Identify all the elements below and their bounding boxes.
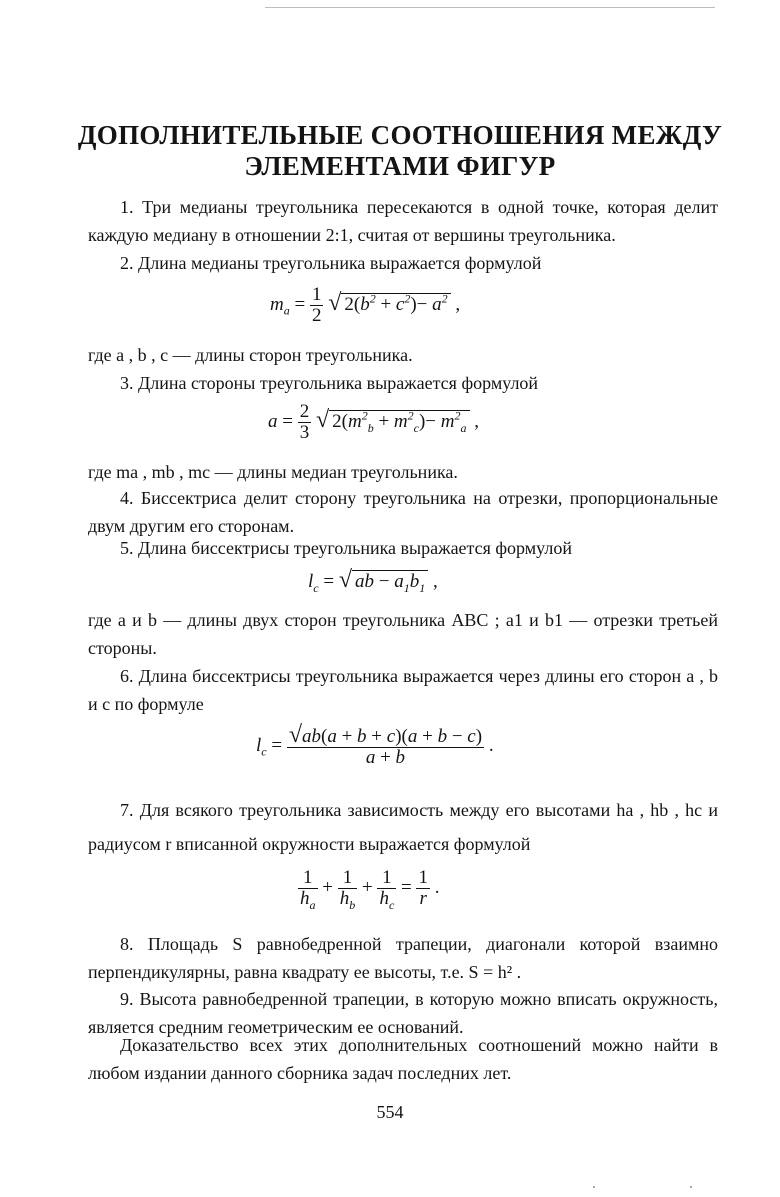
formula-median: $m_a$ = $\frac{1}{2}$ √ $2(b^2 + c^2)- a^2$ , [270, 284, 461, 326]
item-3-after [88, 458, 718, 486]
item-7-text: 7. Для всякого треугольника зависимость между его высотами ha , hb , hc и радиусом r вписанной окружности выражается формулой [88, 800, 718, 854]
item-1-text: 1. Три медианы треугольника пересекаются в одной точке, которая делит каждую медиану в отношении 2:1, считая от вершины треугольника. [88, 197, 718, 245]
formula-bisector-segments: $l_c$ = √ ab − $a_1b_1$ , [308, 567, 438, 595]
item-2 [88, 249, 718, 277]
item-9-text: 9. Высота равнобедренной трапеции, в которую можно вписать окружность, является средним геометрическим ее оснований. [88, 989, 718, 1037]
page-number: 554 [376, 1102, 404, 1122]
item-7 [88, 793, 718, 861]
item-3-after-text: где ma , mb , mc — длины медиан треугольника. [88, 462, 458, 482]
item-5-after-text: где a и b — длины двух сторон треугольника ABC ; a1 и b1 — отрезки третьей стороны. [88, 610, 718, 658]
item-3 [88, 369, 718, 397]
item-8 [88, 930, 718, 986]
item-2-after [88, 341, 718, 369]
item-5-after [88, 606, 718, 662]
formula-heights: $\frac{1}{h_a}$ + $\frac{1}{h_b}$ + $\frac{1}{h_c}$ = $\frac{1}{r}$ . [300, 867, 440, 912]
scan-speck [593, 1186, 595, 1188]
item-1 [88, 193, 718, 249]
item-2-text: 2. Длина медианы треугольника выражается формулой [120, 253, 542, 273]
scan-speck [690, 1186, 692, 1188]
top-rule [265, 7, 715, 8]
item-4-text: 4. Биссектриса делит сторону треугольника на отрезки, пропорциональные двум другим его сторонам. [88, 488, 718, 536]
item-6 [88, 662, 718, 718]
item-5-text: 5. Длина биссектрисы треугольника выражается формулой [120, 538, 573, 558]
item-6-text: 6. Длина биссектрисы треугольника выражается через длины его сторон a , b и c по формуле [88, 666, 718, 714]
item-3-text: 3. Длина стороны треугольника выражается формулой [120, 373, 539, 393]
title-line-2: ЭЛЕМЕНТАМИ ФИГУР [244, 151, 556, 181]
closing-paragraph [88, 1031, 718, 1087]
page-title [60, 120, 740, 182]
item-8-text: 8. Площадь S равнобедренной трапеции, диагонали которой взаимно перпендикулярны, равна квадрату ее высоты, т.е. S = h² . [88, 934, 718, 982]
closing-text: Доказательство всех этих дополнительных соотношений можно найти в любом издании данного сборника задач последних лет. [88, 1035, 718, 1083]
title-line-1: ДОПОЛНИТЕЛЬНЫЕ СООТНОШЕНИЯ МЕЖДУ [77, 120, 723, 150]
item-2-after-text: где a , b , c — длины сторон треугольника. [88, 345, 413, 365]
item-5 [88, 534, 718, 562]
formula-bisector-sides: $l_c$ = $\frac{√ab(a + b + c)(a + b - c)}{a + b}$ . [256, 722, 494, 768]
formula-side: a = $\frac{2}{3}$ √ $2(m^2_b + m^2_c)- m^2_a$ , [268, 401, 480, 443]
item-4 [88, 484, 718, 540]
